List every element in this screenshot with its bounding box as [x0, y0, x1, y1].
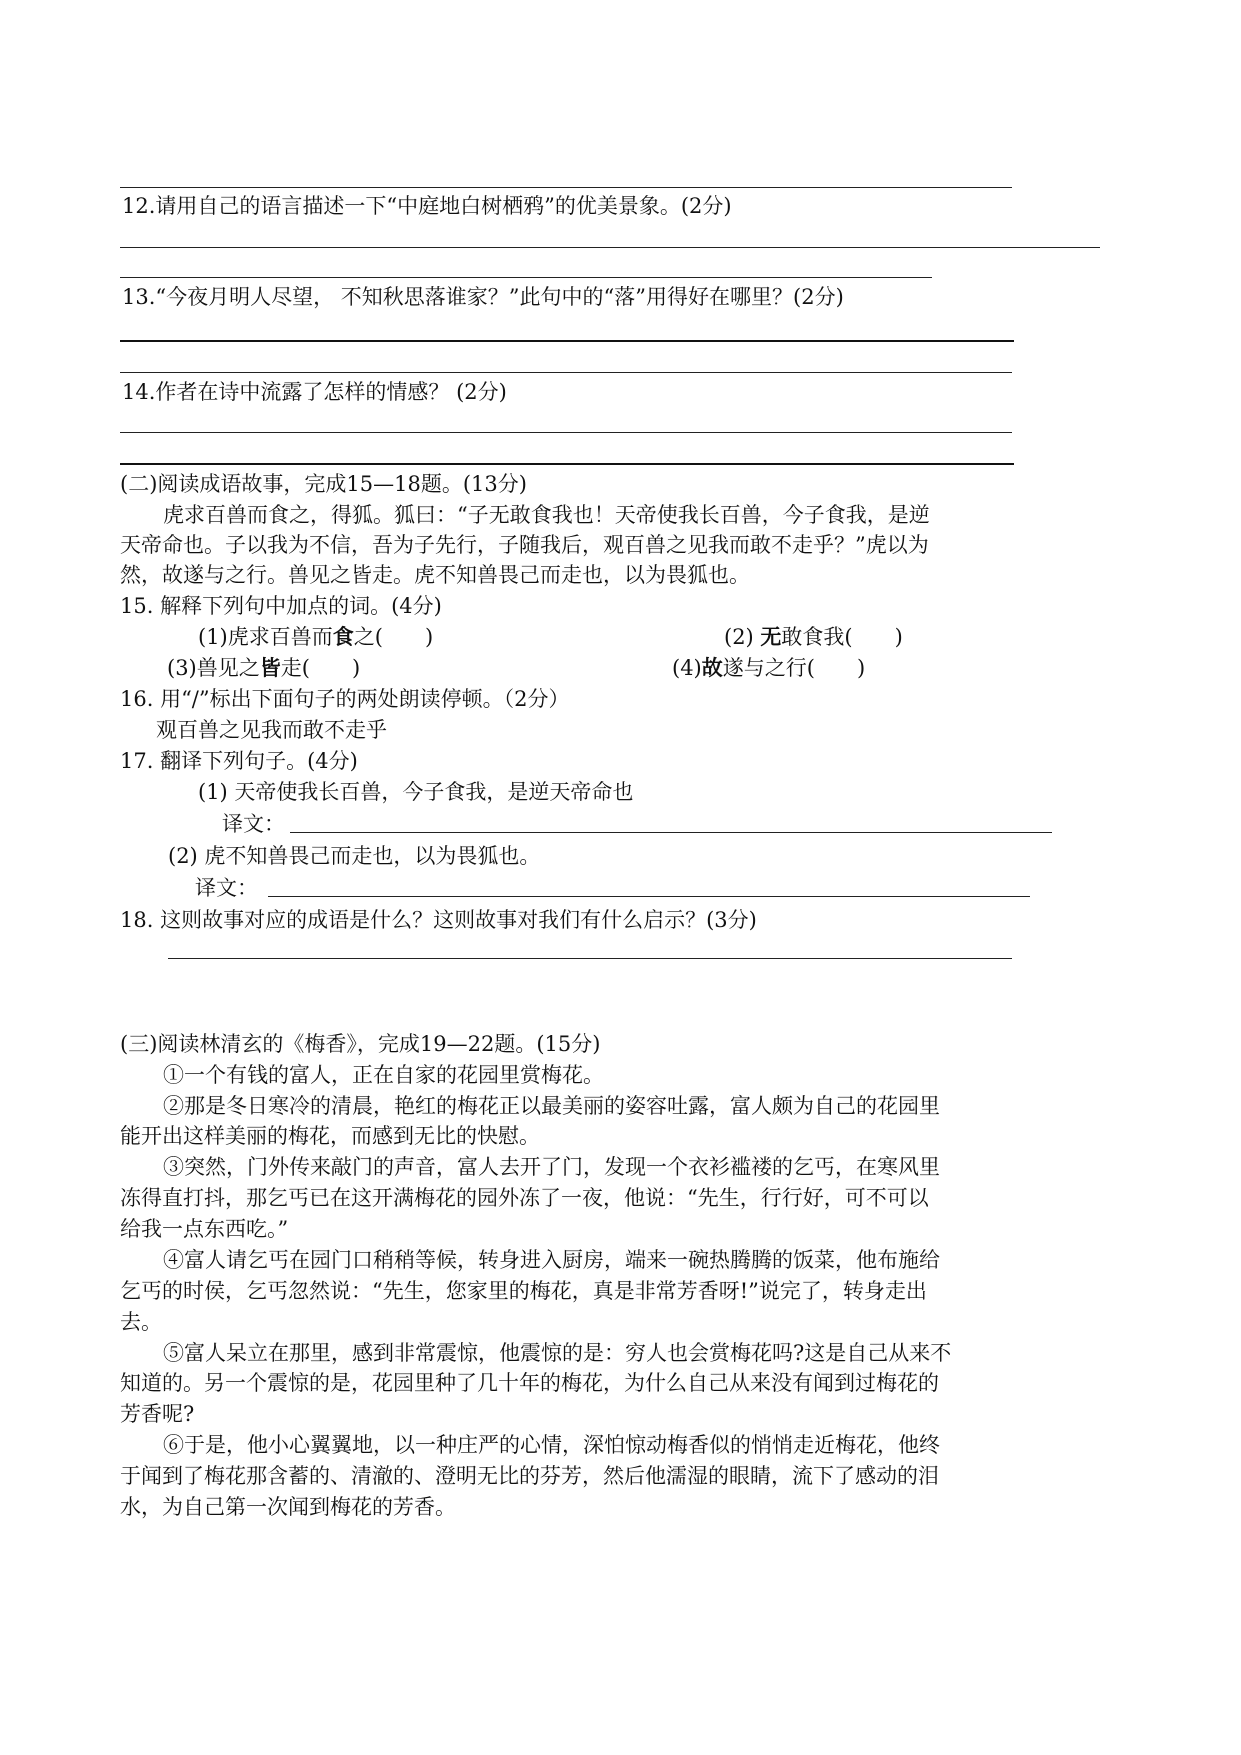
passage-line: 知道的。另一个震惊的是，花园里种了几十年的梅花，为什么自己从来没有闻到过梅花的: [120, 1371, 939, 1395]
q17-translation-line-2[interactable]: [268, 896, 1030, 897]
question-13: 13.“今夜月明人尽望， 不知秋思落谁家？”此句中的“落”用得好在哪里？(2分): [122, 285, 844, 309]
q15-item-3: [167, 654, 360, 682]
q17-translation-label-2: 译文：: [195, 876, 258, 900]
passage-line: 能开出这样美丽的梅花，而感到无比的快慰。: [120, 1124, 540, 1148]
passage-line: 芳香呢?: [120, 1402, 195, 1426]
passage-line: 天帝命也。子以我为不信，吾为子先行，子随我后，观百兽之见我而敢不走乎？”虎以为: [120, 533, 929, 557]
answer-line: [120, 372, 1012, 373]
q15-item-2: [724, 623, 903, 651]
passage-line: 冻得直打抖，那乞丐已在这开满梅花的园外冻了一夜，他说：“先生，行行好，可不可以: [120, 1186, 929, 1210]
q15-item-4-suffix: 遂与之行( ): [722, 656, 866, 680]
answer-line: [120, 277, 932, 278]
question-16: 16. 用“/”标出下面句子的两处朗读停顿。（2分）: [120, 687, 570, 711]
q18-answer-line[interactable]: [168, 958, 1012, 959]
q17-translation-line-1[interactable]: [290, 832, 1052, 833]
dotted-word: 故: [701, 655, 723, 680]
passage-line: 乞丐的时侯，乞丐忽然说：“先生，您家里的梅花，真是非常芳香呀!”说完了，转身走出: [120, 1279, 927, 1303]
q16-sentence: 观百兽之见我而敢不走乎: [156, 718, 387, 742]
q15-item-3-prefix: (3)兽见之: [167, 656, 260, 680]
q17-translation-label-1: 译文：: [222, 812, 285, 836]
question-17: 17. 翻译下列句子。(4分): [120, 749, 358, 773]
q15-item-4: [672, 654, 865, 682]
section-2-heading: (二)阅读成语故事，完成15—18题。(13分): [120, 472, 527, 496]
passage-line: ③突然，门外传来敲门的声音，富人去开了门，发现一个衣衫褴褛的乞丐，在寒风里: [163, 1155, 940, 1179]
q15-item-1-suffix: 之( ): [353, 625, 434, 649]
q17-sentence-1: (1) 天帝使我长百兽，今子食我，是逆天帝命也: [198, 780, 634, 804]
answer-line: [120, 187, 1012, 188]
passage-line: 于闻到了梅花那含蓄的、清澈的、澄明无比的芬芳，然后他濡湿的眼睛，流下了感动的泪: [120, 1464, 939, 1488]
passage-line: ⑥于是，他小心翼翼地，以一种庄严的心情，深怕惊动梅香似的悄悄走近梅花，他终: [163, 1433, 940, 1457]
q15-item-4-prefix: (4): [672, 656, 702, 680]
dotted-word: 食: [332, 624, 354, 649]
q15-item-2-suffix: 敢食我( ): [781, 625, 903, 649]
passage-line: ②那是冬日寒冷的清晨，艳红的梅花正以最美丽的姿容吐露，富人颇为自己的花园里: [163, 1094, 940, 1118]
question-12: 12.请用自己的语言描述一下“中庭地白树栖鸦”的优美景象。(2分): [122, 194, 732, 218]
passage-line: 然，故遂与之行。兽见之皆走。虎不知兽畏己而走也，以为畏狐也。: [120, 563, 750, 587]
q15-item-2-prefix: (2): [724, 625, 761, 649]
dotted-word: 无: [760, 624, 782, 649]
section-3-heading: (三)阅读林清玄的《梅香》，完成19—22题。(15分): [120, 1032, 601, 1056]
answer-line: [120, 463, 1014, 465]
dotted-word: 皆: [259, 655, 281, 680]
question-14: 14.作者在诗中流露了怎样的情感？ (2分): [122, 380, 507, 404]
question-15: 15. 解释下列句中加点的词。(4分): [120, 594, 442, 618]
answer-line: [120, 432, 1012, 433]
q15-item-3-suffix: 走( ): [280, 656, 361, 680]
q15-item-1-prefix: (1)虎求百兽而: [198, 625, 333, 649]
passage-line: 虎求百兽而食之，得狐。狐曰：“子无敢食我也！天帝使我长百兽，今子食我，是逆: [163, 503, 930, 527]
passage-line: ⑤富人呆立在那里，感到非常震惊，他震惊的是：穷人也会赏梅花吗?这是自己从来不: [163, 1341, 952, 1365]
passage-line: 给我一点东西吃。”: [120, 1217, 289, 1241]
q15-item-1: [198, 623, 433, 651]
passage-line: 水，为自己第一次闻到梅花的芳香。: [120, 1495, 456, 1519]
question-18: 18. 这则故事对应的成语是什么？这则故事对我们有什么启示？(3分): [120, 908, 757, 932]
passage-line: ①一个有钱的富人，正在自家的花园里赏梅花。: [163, 1063, 604, 1087]
answer-line: [120, 340, 1014, 342]
q17-sentence-2: (2) 虎不知兽畏己而走也，以为畏狐也。: [168, 844, 541, 868]
passage-line: 去。: [120, 1310, 162, 1334]
answer-line: [120, 247, 1100, 248]
passage-line: ④富人请乞丐在园门口稍稍等候，转身进入厨房，端来一碗热腾腾的饭菜，他布施给: [163, 1248, 940, 1272]
